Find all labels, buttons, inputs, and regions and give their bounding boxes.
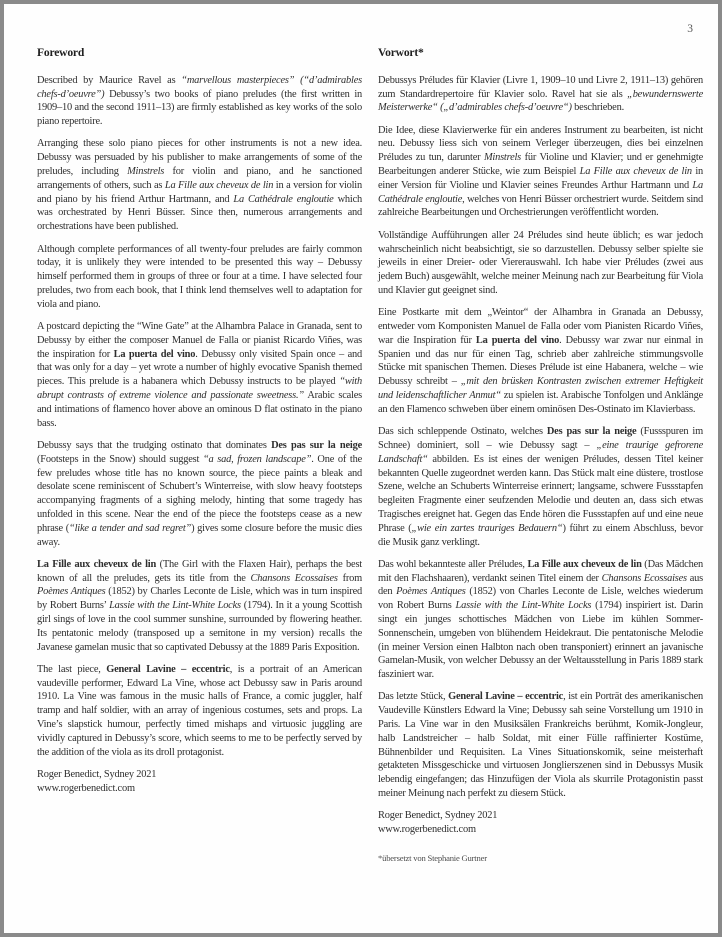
text-run: (The Girl with the Flaxen Hair), perhaps the best known of all the preludes, gets its title from the xyxy=(37,558,362,584)
text-run: The last piece, xyxy=(37,663,107,675)
text-run: Das letzte Stück, xyxy=(378,691,449,703)
text-run: General Lavine – eccentric xyxy=(448,691,564,703)
text-run: aus den xyxy=(378,572,703,598)
text-run: (Footsteps in the Snow) should suggest xyxy=(37,453,203,465)
paragraph xyxy=(378,124,703,221)
text-run: Das sich schleppende Ostinato, welches xyxy=(378,426,547,438)
text-run: „wie ein zartes trauriges Bedauern“ xyxy=(411,522,563,534)
text-run: for violin and piano, and he sanctioned arrangements of others, such as xyxy=(37,166,362,191)
text-run: “a sad, frozen landscape” xyxy=(202,453,312,465)
text-run: abbilden. Es ist eines der wenigen Préludes, dessen Titel keiner bekannten Quelle zugeordnet werden kann. Das Stück malt eine düstere, trostlose Szene, welche an Schuberts Winterreise erinnert; langsame, schwere Fussstapfen begleiten Fragmente einer seufzenden Melodie und deuten an, dass sich etwas Tragisches ereignet hat. Gegen das Ende hören die Fussstapfen auf und eine neue Phrase ( xyxy=(378,453,703,534)
text-run: Chansons Ecossaises xyxy=(601,572,687,584)
foreword-heading: Foreword xyxy=(37,46,85,59)
text-run: „bewundernswerte Meisterwerke“ („d’admirables chefs-d’oeuvre“) xyxy=(378,88,703,114)
text-run: La Cathédrale engloutie xyxy=(233,193,334,205)
text-run: , is a portrait of an American vaudeville performer, Edward La Vine, whose act Debussy saw in Paris around 1910. La Vine was famous in the music halls of France, a comic juggler, half tramp and half soldier, with an array of ingenious costumes, sets and props. La Vine’s slapstick humour, perfectly timed mishaps and virtuosic juggling are vividly captured in Debussy’s score, which seems to me to be perfectly served by the addition of the viola as its droll protagonist. xyxy=(37,663,362,758)
paragraph xyxy=(37,74,362,129)
text-run: ) gives some closure before the music dies away. xyxy=(37,522,362,548)
text-run: La puerta del vino xyxy=(475,334,560,346)
text-run: (1794) inspiriert ist. Darin singt ein junges schottisches Mädchen von Liebe im kühlen Sommer-Sonnenschein, umgeben von blühendem Heidekraut. Die pentatonische Melodie (in meiner Version einen Halbton nach oben transponiert) erinnert an javanische Gamelan-Musik, von welcher Debussy an der Weltausstellung in Paris 1889 stark fasziniert war. xyxy=(378,600,703,681)
paragraph xyxy=(378,229,703,298)
text-run: La Cathédrale engloutie xyxy=(378,179,703,205)
text-run: beschrieben. xyxy=(571,102,624,114)
foreword-paragraphs xyxy=(37,74,362,760)
text-run: Lassie with the Lint-White Locks xyxy=(455,600,592,612)
paragraph xyxy=(37,137,362,234)
text-run: Eine Postkarte mit dem „Weintor“ der Alhambra in Granada an Debussy, entweder vom Komponisten Manuel de Falla oder vom Pianisten Ricardo Viñes, war die Inspiration für xyxy=(378,307,703,346)
text-run: Des pas sur la neige xyxy=(271,439,362,451)
vorwort-column xyxy=(378,46,703,866)
signoff-left xyxy=(37,768,362,796)
text-run: „eine traurige gefrorene Landschaft“ xyxy=(378,439,703,465)
text-run: Minstrels xyxy=(127,166,165,178)
signoff-website: www.rogerbenedict.com xyxy=(378,824,476,836)
vorwort-heading: Vorwort* xyxy=(378,46,424,59)
paragraph xyxy=(378,425,703,549)
text-run: zu spielen ist. Arabische Tonfolgen und Anklänge an den Flamenco schweben über einem ominösen Des-Ostinato im Klavierbass. xyxy=(378,390,703,415)
text-run: Debussy’s two books of piano preludes (the first written in 1909–10 and the second 1911–13) are firmly established as key works of the solo piano repertoire. xyxy=(37,88,362,128)
paragraph xyxy=(37,663,362,760)
text-run: La Fille aux cheveux de lin xyxy=(164,179,274,191)
text-run: ) führt zu einem Abschluss, bevor die Musik ganz verklingt. xyxy=(378,522,703,548)
paragraph xyxy=(378,74,703,115)
text-run: Vollständige Aufführungen aller 24 Préludes sind heute üblich; es war jedoch wahrscheinlich nicht beabsichtigt, sie so darzustellen. Debussy selber spielte sie jeweils in einer Dreier- oder Viererauswahl. Ich habe vier Préludes (zwei aus jedem Buch) ausgewählt, welche meiner Meinung nach zur Bearbeitung für Viola und Klavier gut geeignet sind. xyxy=(378,229,703,296)
signoff-right xyxy=(378,809,703,837)
paragraph xyxy=(37,558,362,655)
text-run: A postcard depicting the “Wine Gate” at the Alhambra Palace in Granada, sent to Debussy by either the composer Manuel de Falla or pianist Ricardo Viñes, was the inspiration for xyxy=(37,321,362,360)
paragraph xyxy=(37,439,362,549)
text-run: (1852) von Charles Leconte de Lisle, welches wiederum von Robert Burns xyxy=(378,586,703,612)
text-run: Although complete performances of all twenty-four preludes are fairly common today, it is unlikely they were intended to be presented this way – Debussy himself performed them in groups of three or four at a time. I have selected four preludes, two from each book, that I think lend themselves well to adaptation for viola and piano. xyxy=(37,243,362,310)
text-run: für Violine und Klavier; und er genehmigte Bearbeitungen anderer Stücke, wie zum Beispiel xyxy=(378,152,703,178)
text-run: . Debussy war zwar nur einmal in Spanien und das nur für einen Tag, schrieb aber zahlreiche stimmungsvolle Stücke mit spanischen Themen. Dieses Prélude ist eine Habanera, welche – wie Debussy schreibt – xyxy=(378,334,703,388)
text-run: (Das Mädchen mit den Flachshaaren), verdankt seinen Titel einem der xyxy=(378,558,703,584)
text-run: (1794). In it a young Scottish girl sings of love in the cool summer sunshine, surrounded by flowering heather. Its pentatonic melody (transposed up a semitone in my version) recalls the Javanese gamelan music that so captivated Debussy at the 1889 Paris Exposition. xyxy=(37,600,362,653)
text-run: La Fille aux cheveux de lin xyxy=(579,166,692,178)
text-run: La Fille aux cheveux de lin xyxy=(37,558,157,570)
text-run: Poèmes Antiques xyxy=(396,586,466,598)
text-run: Arranging these solo piano pieces for other instruments is not a new idea. Debussy was persuaded by his publisher to make arrangements of some of the preludes, including xyxy=(37,138,362,178)
text-run: Minstrels xyxy=(483,152,522,164)
text-run: from xyxy=(337,572,362,584)
signoff-author: Roger Benedict, Sydney 2021 xyxy=(378,810,498,822)
text-run: Lassie with the Lint-White Locks xyxy=(109,600,241,612)
text-run: (1852) by Charles Leconte de Lisle, which was in turn inspired by Robert Burns’ xyxy=(37,586,363,612)
text-run: . One of the few preludes whose title has no known source, the piece paints a bleak and desolate scene reminiscent of Schubert’s Winterreise, with slow heavy footsteps accompanying fragments of a sighing melody, hinting that some tragedy has unfolded in this scene. Near the end of the piece the footsteps cease as a new phrase ( xyxy=(37,453,362,534)
text-run: “with abrupt contrasts of extreme violence and passionate sweetness.” xyxy=(37,376,362,402)
text-run: Debussys Préludes für Klavier (Livre 1, 1909–10 und Livre 2, 1911–13) gehören zum Standardrepertoire für Klavier solo. Ravel hat sie als xyxy=(378,74,703,100)
text-run: Debussy says that the trudging ostinato that dominates xyxy=(37,439,272,451)
text-run: La puerta del vino xyxy=(113,348,196,360)
text-run: La Fille aux cheveux de lin xyxy=(527,558,642,570)
text-run: , welches von Henri Büsser orchestriert wurde. Seitdem sind zahlreiche Bearbeitungen und Orchestrierungen veröffentlicht worden. xyxy=(378,193,703,219)
paragraph xyxy=(378,558,703,682)
text-run: General Lavine – eccentric xyxy=(106,663,230,675)
text-run: Poèmes Antiques xyxy=(37,586,106,598)
text-run: (Fussspuren im Schnee) dominiert, soll – wie Debussy sagt – xyxy=(378,426,704,451)
text-run: in a version for violin and piano by his friend Arthur Hartmann, and xyxy=(37,179,362,205)
text-run: “like a tender and sad regret” xyxy=(69,522,192,534)
text-run: „mit den brüsken Kontrasten zwischen extremer Heftigkeit und leidenschaftlicher Anmut“ xyxy=(378,376,703,402)
translator-footnote: *übersetzt von Stephanie Gurtner xyxy=(378,852,487,863)
paragraph xyxy=(378,690,703,800)
page-number: 3 xyxy=(687,23,693,35)
foreword-column xyxy=(37,46,362,796)
paragraph xyxy=(37,243,362,312)
text-run: Chansons Ecossaises xyxy=(250,572,338,584)
text-run: which was orchestrated by Henri Büsser. Since then, numerous arrangements and orchestrations have been published. xyxy=(37,193,362,233)
text-run: Described by Maurice Ravel as xyxy=(37,74,182,86)
text-run: Arabic scales and intimations of flamenco hover above an ominous D flat ostinato in the piano bass. xyxy=(37,390,362,429)
signoff-author: Roger Benedict, Sydney 2021 xyxy=(37,768,157,780)
text-run: Des pas sur la neige xyxy=(546,426,637,438)
text-run: “marvellous masterpieces” (“d’admirables chefs-d’oeuvre”) xyxy=(37,74,362,100)
text-run: , ist ein Porträt des amerikanischen Vaudeville Künstlers Edward la Vine; Debussy sah seine Vorstellung um 1910 in Paris. La Vine war in den Musiksälen Frankreichs berühmt, Komik-Jongleur, halb Landstreicher – halb Soldat, mit einer Fülle raffinierter Kostüme, Bühnenbilder und Requisiten. La Vines Situationskomik, seine meisterhaft getakteten Missgeschicke und virtuosen Jonglierszenen sind in Debussys Musik lebendig eingefangen; das Hinzufügen der Viola als skurrile Protagonistin passt meiner Meinung nach perfekt zu diesem Stück. xyxy=(378,691,703,800)
paragraph xyxy=(378,306,703,416)
text-run: in einer Version für Violine und Klavier seines Freundes Arthur Hartmann und xyxy=(378,166,703,191)
text-run: Das wohl bekannteste aller Préludes, xyxy=(378,558,528,570)
vorwort-paragraphs xyxy=(378,74,703,801)
text-run: . Debussy only visited Spain once – and that was only for a day – yet wrote a number of highly evocative Spanish themed pieces. This prelude is a habanera which Debussy instructs to be played xyxy=(37,348,362,388)
signoff-website: www.rogerbenedict.com xyxy=(37,782,135,794)
text-run: Die Idee, diese Klavierwerke für ein anderes Instrument zu bearbeiten, ist nicht neu. Debussy liess sich von seinem Verleger überzeugen, dies bei einzelnen Préludes zu tun, darunter xyxy=(378,124,703,164)
paragraph xyxy=(37,320,362,430)
